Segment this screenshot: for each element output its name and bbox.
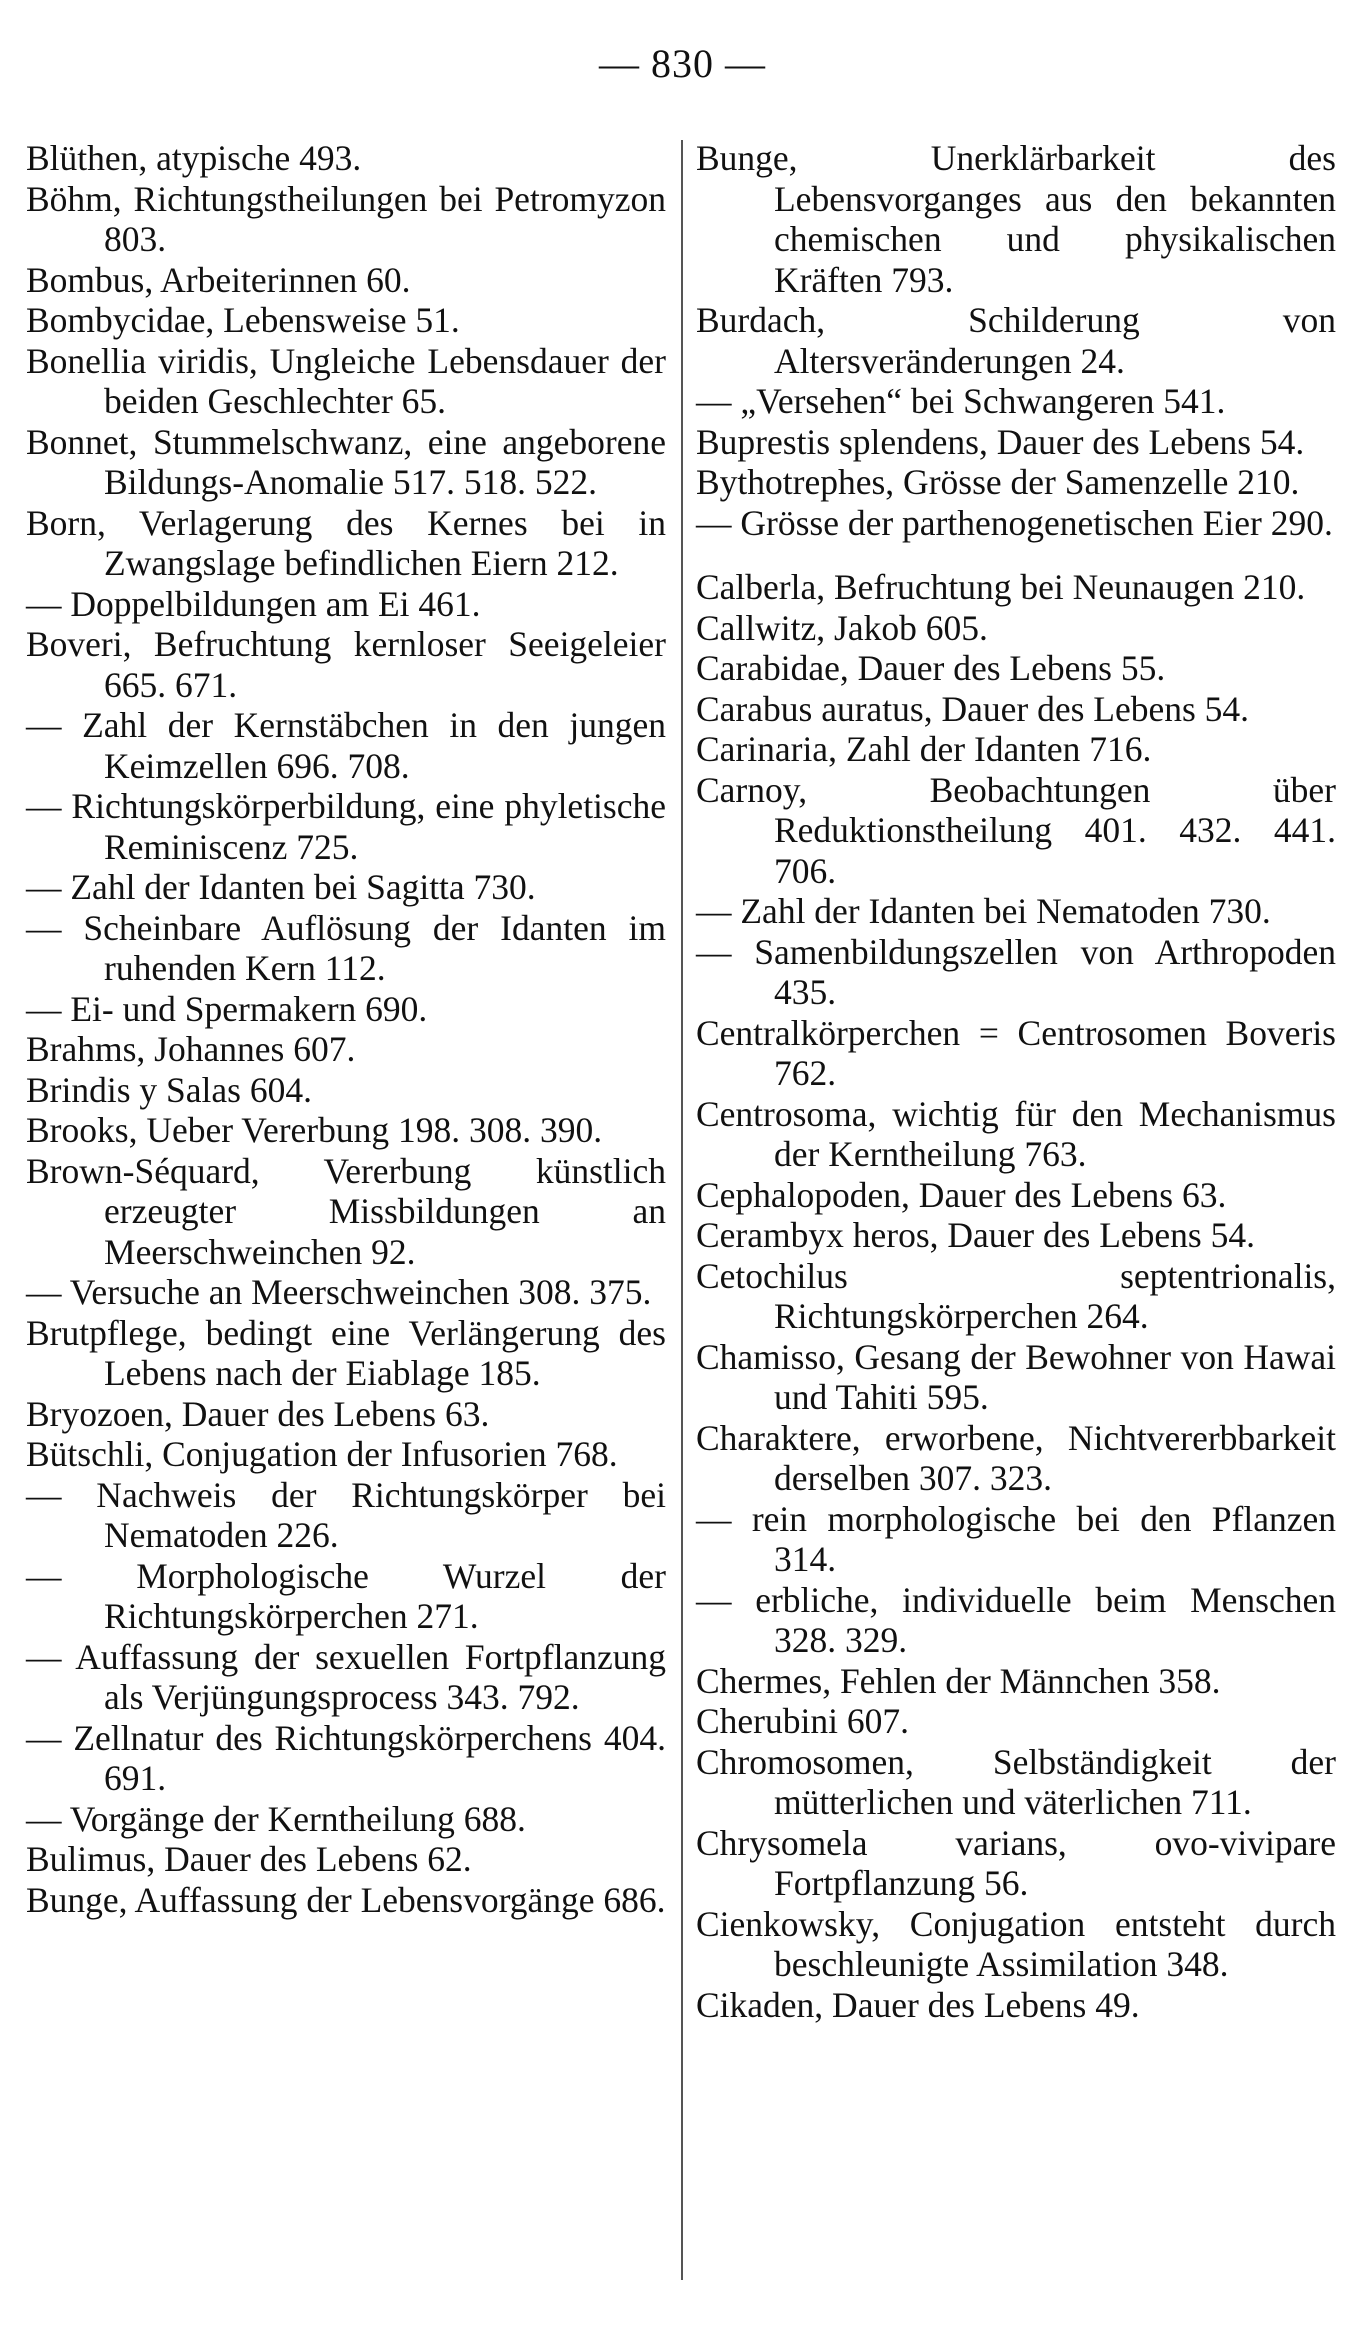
index-entry: — Richtungskörperbildung, eine phyletische Reminiscenz 725. bbox=[26, 786, 666, 867]
index-entry: Bulimus, Dauer des Lebens 62. bbox=[26, 1839, 472, 1879]
index-entry: Chermes, Fehlen der Männchen 358. bbox=[696, 1660, 1221, 1701]
index-entry: — Auffassung der sexuellen Fortpflanzung als Verjüngungsprocess 343. 792. bbox=[26, 1636, 666, 1717]
index-column-right bbox=[696, 138, 1336, 2025]
index-entry: Cienkowsky, Conjugation entsteht durch beschleunigte Assimilation 348. bbox=[696, 1903, 1336, 1984]
index-entry: — Ei- und Spermakern 690. bbox=[26, 988, 428, 1029]
index-entry: Bütschli, Conjugation der Infusorien 768. bbox=[26, 1434, 618, 1474]
index-entry: — „Versehen“ bei Schwangeren 541. bbox=[696, 381, 1226, 421]
index-entry: Carabus auratus, Dauer des Lebens 54. bbox=[696, 688, 1250, 729]
index-entry: — Vorgänge der Kerntheilung 688. bbox=[26, 1798, 526, 1839]
index-entry: — erbliche, individuelle beim Menschen 328. 329. bbox=[696, 1579, 1336, 1660]
index-entry: — Samenbildungszellen von Arthropoden 435. bbox=[696, 931, 1336, 1012]
index-entry: — Grösse der parthenogenetischen Eier 290. bbox=[696, 502, 1333, 543]
index-entry: Carabidae, Dauer des Lebens 55. bbox=[696, 648, 1166, 688]
index-entry: Callwitz, Jakob 605. bbox=[696, 607, 988, 648]
index-entry: Buprestis splendens, Dauer des Lebens 54. bbox=[696, 421, 1305, 462]
index-entry: Born, Verlagerung des Kernes bei in Zwangslage befindlichen Eiern 212. bbox=[26, 502, 666, 583]
index-entry: Cikaden, Dauer des Lebens 49. bbox=[696, 1984, 1140, 2025]
index-entry: Centralkörperchen = Centrosomen Boveris 762. bbox=[696, 1012, 1336, 1093]
index-entry: — Zahl der Idanten bei Nematoden 730. bbox=[696, 891, 1271, 931]
index-column-left bbox=[26, 138, 666, 1920]
index-entry: Blüthen, atypische 493. bbox=[26, 138, 362, 178]
index-entry: Carinaria, Zahl der Idanten 716. bbox=[696, 729, 1152, 769]
index-entry: Bonnet, Stummelschwanz, eine angeborene Bildungs-Anomalie 517. 518. 522. bbox=[26, 421, 666, 502]
index-entry: Chamisso, Gesang der Bewohner von Hawai und Tahiti 595. bbox=[696, 1336, 1336, 1417]
index-entry: — Morphologische Wurzel der Richtungskörperchen 271. bbox=[26, 1555, 666, 1636]
index-entry: Boveri, Befruchtung kernloser Seeigeleier 665. 671. bbox=[26, 624, 666, 705]
index-entry: Chrysomela varians, ovo-vivipare Fortpflanzung 56. bbox=[696, 1822, 1336, 1903]
index-entry: Bunge, Auffassung der Lebensvorgänge 686. bbox=[26, 1879, 666, 1920]
index-entry: — Zahl der Kernstäbchen in den jungen Keimzellen 696. 708. bbox=[26, 705, 666, 786]
index-entry: — rein morphologische bei den Pflanzen 314. bbox=[696, 1498, 1336, 1579]
index-entry: — Zahl der Idanten bei Sagitta 730. bbox=[26, 867, 536, 907]
index-entry: Bunge, Unerklärbarkeit des Lebensvorganges aus den bekannten chemischen und physikalischen Kräften 793. bbox=[696, 138, 1336, 300]
index-entry: Brahms, Johannes 607. bbox=[26, 1029, 356, 1069]
index-entry: Cetochilus septentrionalis, Richtungskörperchen 264. bbox=[696, 1255, 1336, 1336]
index-entry: Charaktere, erworbene, Nichtvererbbarkeit derselben 307. 323. bbox=[696, 1417, 1336, 1498]
index-entry: — Scheinbare Auflösung der Idanten im ruhenden Kern 112. bbox=[26, 907, 666, 988]
index-entry: Brindis y Salas 604. bbox=[26, 1069, 312, 1110]
index-entry: Cerambyx heros, Dauer des Lebens 54. bbox=[696, 1215, 1255, 1255]
index-entry: — Zellnatur des Richtungskörperchens 404. 691. bbox=[26, 1717, 666, 1798]
index-entry: Bryozoen, Dauer des Lebens 63. bbox=[26, 1393, 490, 1434]
index-entry: Calberla, Befruchtung bei Neunaugen 210. bbox=[696, 567, 1306, 607]
page-number: — 830 — bbox=[599, 41, 766, 86]
index-entry: Brutpflege, bedingt eine Verlängerung des Lebens nach der Eiablage 185. bbox=[26, 1312, 666, 1393]
index-entry: Centrosoma, wichtig für den Mechanismus der Kerntheilung 763. bbox=[696, 1093, 1336, 1174]
index-entry: Bombus, Arbeiterinnen 60. bbox=[26, 259, 411, 300]
index-entry: — Doppelbildungen am Ei 461. bbox=[26, 583, 481, 624]
index-entry: Brooks, Ueber Vererbung 198. 308. 390. bbox=[26, 1110, 603, 1150]
index-entry: Bonellia viridis, Ungleiche Lebensdauer der beiden Geschlechter 65. bbox=[26, 340, 666, 421]
index-entry: Brown-Séquard, Vererbung künstlich erzeugter Missbildungen an Meerschweinchen 92. bbox=[26, 1150, 666, 1272]
column-divider bbox=[681, 140, 683, 2280]
index-entry: Bythotrephes, Grösse der Samenzelle 210. bbox=[696, 462, 1300, 502]
index-entry: Burdach, Schilderung von Altersveränderungen 24. bbox=[696, 300, 1336, 381]
index-entry: Chromosomen, Selbständigkeit der mütterlichen und väterlichen 711. bbox=[696, 1741, 1336, 1822]
index-entry: Carnoy, Beobachtungen über Reduktionstheilung 401. 432. 441. 706. bbox=[696, 769, 1336, 891]
index-entry: Cephalopoden, Dauer des Lebens 63. bbox=[696, 1174, 1227, 1215]
index-entry: — Nachweis der Richtungskörper bei Nematoden 226. bbox=[26, 1474, 666, 1555]
index-entry: Böhm, Richtungstheilungen bei Petromyzon 803. bbox=[26, 178, 666, 259]
index-entry: Cherubini 607. bbox=[696, 1701, 909, 1741]
index-entry: — Versuche an Meerschweinchen 308. 375. bbox=[26, 1272, 652, 1312]
index-entry: Bombycidae, Lebensweise 51. bbox=[26, 300, 460, 340]
